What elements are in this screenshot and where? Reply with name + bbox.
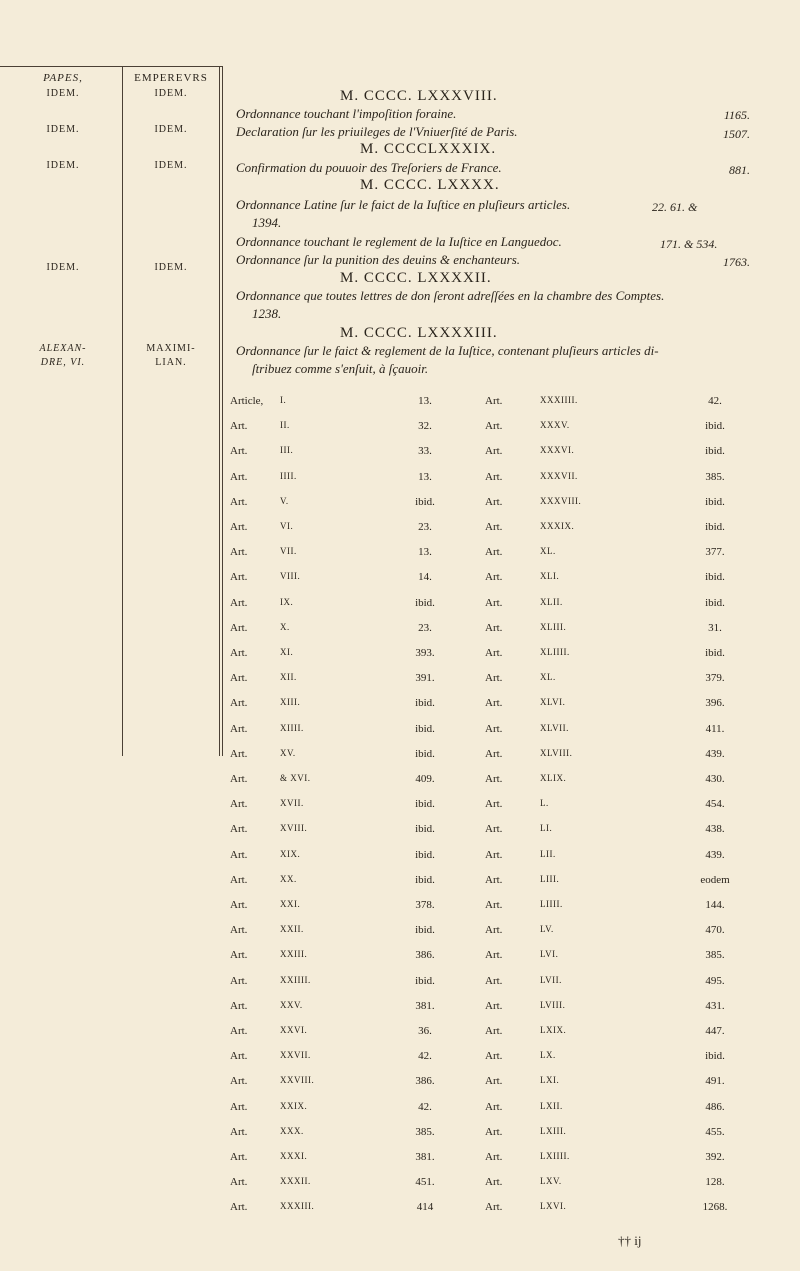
- table-cell: 414: [416, 1201, 434, 1214]
- table-cell: 13.: [418, 470, 432, 483]
- table-cell: ibid.: [415, 722, 435, 735]
- emperor-entry: MAXIMI-: [146, 343, 196, 354]
- table-row: [230, 798, 750, 817]
- table-cell: Art.: [485, 546, 503, 559]
- table-cell: I.: [280, 395, 287, 405]
- table-cell: ibid.: [415, 873, 435, 886]
- table-cell: LXIX.: [540, 1025, 567, 1035]
- table-cell: 13.: [418, 395, 432, 407]
- table-cell: Art.: [230, 495, 248, 508]
- table-cell: II.: [280, 420, 290, 431]
- table-cell: LXI.: [540, 1075, 560, 1086]
- table-cell: Art.: [485, 798, 503, 811]
- table-cell: eodem: [700, 873, 730, 886]
- table-row: [230, 471, 750, 490]
- table-cell: Art.: [485, 571, 503, 584]
- ordinance-entry: Ordonnance ſur la punition des deuins & enchanteurs.: [236, 252, 521, 267]
- table-cell: LI.: [540, 823, 553, 834]
- table-cell: 470.: [705, 924, 725, 937]
- table-cell: XLVII.: [540, 722, 569, 733]
- table-row: [230, 849, 750, 868]
- table-cell: ibid.: [705, 521, 725, 533]
- table-cell: 430.: [705, 773, 725, 785]
- signature-mark: †† ij: [618, 1233, 642, 1248]
- table-cell: Art.: [230, 546, 248, 559]
- table-cell: LVII.: [540, 974, 562, 985]
- emperor-entry: IDEM.: [154, 160, 188, 171]
- table-cell: XXVIII.: [280, 1075, 315, 1086]
- table-cell: 385.: [705, 470, 725, 483]
- table-cell: Art.: [485, 722, 503, 735]
- table-cell: Art.: [230, 1176, 248, 1189]
- table-cell: 13.: [418, 546, 432, 559]
- table-cell: 391.: [415, 672, 435, 685]
- table-cell: XXXII.: [280, 1176, 311, 1187]
- table-cell: 486.: [705, 1100, 725, 1113]
- table-cell: 23.: [418, 521, 432, 533]
- table-cell: 393.: [415, 647, 435, 659]
- table-cell: 381.: [415, 999, 435, 1012]
- table-cell: Art.: [485, 924, 503, 937]
- table-cell: Art.: [230, 798, 248, 811]
- table-row: [230, 1151, 750, 1170]
- table-cell: Art.: [485, 1125, 503, 1138]
- table-cell: Art.: [230, 1025, 248, 1037]
- table-row: [230, 1000, 750, 1019]
- page-reference: 22. 61. &: [652, 200, 698, 214]
- table-row: [230, 1050, 750, 1069]
- table-row: [230, 445, 750, 464]
- table-cell: 495.: [705, 974, 725, 987]
- table-cell: VII.: [280, 546, 297, 557]
- table-cell: Art.: [230, 1201, 248, 1214]
- emperors-header: EMPEREVRS: [134, 72, 208, 84]
- table-cell: Art.: [230, 899, 248, 911]
- table-cell: XXXIIII.: [540, 395, 578, 405]
- table-cell: Art.: [485, 1075, 503, 1088]
- ordinance-entry: Declaration ſur les priuileges de l'Vniuerſité de Paris.: [236, 124, 518, 139]
- table-cell: 411.: [705, 722, 725, 735]
- table-cell: Art.: [230, 420, 248, 433]
- table-cell: LIII.: [540, 873, 560, 884]
- table-row: [230, 899, 750, 918]
- table-cell: Art.: [230, 1125, 248, 1138]
- table-row: [230, 521, 750, 540]
- table-cell: XXXIII.: [280, 1201, 315, 1212]
- table-row: [230, 874, 750, 893]
- table-cell: 447.: [705, 1025, 725, 1037]
- table-cell: 491.: [705, 1075, 725, 1088]
- table-cell: X.: [280, 621, 290, 632]
- page-reference: 1763.: [723, 255, 750, 269]
- year-heading: M. CCCC. LXXXXIII.: [340, 325, 498, 341]
- table-cell: 32.: [418, 420, 432, 433]
- table-cell: LXIIII.: [540, 1151, 570, 1161]
- table-cell: 385.: [415, 1125, 435, 1138]
- table-cell: Art.: [230, 848, 248, 861]
- column-rule-middle: [219, 66, 220, 756]
- table-cell: XLIIII.: [540, 647, 570, 657]
- pope-entry: IDEM.: [46, 262, 80, 273]
- table-cell: XII.: [280, 672, 297, 683]
- table-cell: Art.: [485, 949, 503, 962]
- table-row: [230, 1126, 750, 1145]
- table-cell: XLVI.: [540, 697, 566, 708]
- table-cell: Art.: [230, 1050, 248, 1063]
- table-cell: Art.: [230, 949, 248, 962]
- table-row: [230, 697, 750, 716]
- table-cell: XXIX.: [280, 1100, 308, 1111]
- table-row: [230, 622, 750, 641]
- table-cell: ibid.: [415, 974, 435, 987]
- table-cell: ibid.: [415, 798, 435, 811]
- table-cell: ibid.: [415, 924, 435, 937]
- table-cell: 392.: [705, 1151, 725, 1163]
- table-row: [230, 823, 750, 842]
- table-cell: Art.: [485, 747, 503, 760]
- table-cell: 36.: [418, 1025, 432, 1037]
- table-row: [230, 546, 750, 565]
- table-row: [230, 949, 750, 968]
- year-heading: M. CCCC. LXXXXII.: [340, 270, 492, 286]
- table-cell: Art.: [485, 621, 503, 634]
- table-cell: Art.: [485, 1201, 503, 1214]
- table-cell: XXXI.: [280, 1151, 308, 1161]
- pope-entry: IDEM.: [46, 124, 80, 135]
- table-cell: 42.: [418, 1100, 432, 1113]
- table-cell: 377.: [705, 546, 725, 559]
- table-cell: XLI.: [540, 571, 560, 582]
- table-row: [230, 773, 750, 792]
- table-cell: Art.: [230, 445, 248, 458]
- table-cell: Art.: [230, 596, 248, 609]
- table-cell: 439.: [705, 747, 725, 760]
- emperor-entry: IDEM.: [154, 124, 188, 135]
- table-cell: III.: [280, 445, 294, 456]
- table-row: [230, 975, 750, 994]
- table-cell: XXXIX.: [540, 521, 575, 531]
- table-cell: Art.: [485, 1050, 503, 1063]
- table-row: [230, 1025, 750, 1044]
- pope-entry: IDEM.: [46, 160, 80, 171]
- table-cell: XXI.: [280, 899, 301, 909]
- page-reference: 171. & 534.: [660, 237, 718, 251]
- table-cell: Art.: [230, 1075, 248, 1088]
- table-cell: ibid.: [705, 445, 725, 458]
- table-cell: 396.: [705, 697, 725, 710]
- table-cell: Art.: [230, 999, 248, 1012]
- table-cell: 438.: [705, 823, 725, 836]
- table-cell: LXV.: [540, 1176, 562, 1187]
- table-cell: ibid.: [415, 596, 435, 609]
- table-cell: L.: [540, 798, 549, 809]
- table-row: [230, 1201, 750, 1220]
- table-cell: XXVI.: [280, 1025, 308, 1035]
- table-cell: Art.: [230, 697, 248, 710]
- table-cell: 439.: [705, 848, 725, 861]
- table-cell: Art.: [485, 521, 503, 533]
- table-cell: Art.: [485, 395, 503, 407]
- table-cell: Art.: [230, 974, 248, 987]
- table-cell: ibid.: [705, 495, 725, 508]
- table-cell: ibid.: [705, 420, 725, 433]
- table-cell: Art.: [485, 495, 503, 508]
- emperor-entry: LIAN.: [155, 357, 187, 368]
- table-cell: XIX.: [280, 848, 301, 859]
- table-cell: 42.: [418, 1050, 432, 1063]
- table-cell: 451.: [415, 1176, 435, 1189]
- table-cell: Art.: [485, 445, 503, 458]
- table-cell: 386.: [415, 1075, 435, 1088]
- table-cell: LII.: [540, 848, 556, 859]
- ordinance-entry: Ordonnance ſur le faict & reglement de la Iuſtice, contenant pluſieurs articles di-: [236, 343, 659, 358]
- table-cell: Art.: [485, 420, 503, 433]
- table-cell: Art.: [485, 1176, 503, 1189]
- table-cell: 386.: [415, 949, 435, 962]
- table-cell: XXII.: [280, 924, 304, 935]
- pope-entry: ALEXAN-: [39, 343, 87, 354]
- table-cell: XV.: [280, 747, 296, 758]
- table-cell: XIIII.: [280, 722, 304, 733]
- table-cell: Art.: [485, 1151, 503, 1163]
- table-cell: 409.: [415, 773, 435, 785]
- table-cell: ibid.: [705, 647, 725, 659]
- ordinance-entry: 1238.: [252, 306, 282, 321]
- pope-entry: DRE, VI.: [40, 357, 86, 368]
- table-cell: 42.: [708, 395, 722, 407]
- table-cell: Art.: [230, 521, 248, 533]
- emperor-entry: IDEM.: [154, 262, 188, 273]
- table-cell: Art.: [485, 974, 503, 987]
- table-cell: XXX.: [280, 1125, 304, 1136]
- table-cell: LIIII.: [540, 899, 563, 909]
- table-cell: 431.: [705, 999, 725, 1012]
- table-cell: LVIII.: [540, 999, 566, 1010]
- table-cell: Art.: [485, 999, 503, 1012]
- table-cell: ibid.: [705, 1050, 725, 1063]
- table-row: [230, 1075, 750, 1094]
- table-cell: XVII.: [280, 798, 304, 809]
- table-cell: Art.: [230, 571, 248, 584]
- table-cell: Art.: [230, 647, 248, 659]
- table-cell: LXII.: [540, 1100, 563, 1111]
- table-cell: Art.: [230, 1151, 248, 1163]
- page-reference: 881.: [729, 163, 750, 177]
- table-cell: XXV.: [280, 999, 303, 1010]
- table-cell: ibid.: [415, 823, 435, 836]
- ordinance-entry: Ordonnance Latine ſur le faict de la Iuſtice en pluſieurs articles.: [236, 197, 571, 212]
- table-cell: Art.: [230, 924, 248, 937]
- table-row: [230, 597, 750, 616]
- table-cell: XXXV.: [540, 420, 570, 431]
- table-cell: XLIX.: [540, 773, 567, 783]
- table-row: [230, 1176, 750, 1195]
- table-cell: Article,: [230, 395, 264, 407]
- table-cell: IX.: [280, 596, 294, 607]
- table-cell: Art.: [230, 773, 248, 785]
- table-cell: VIII.: [280, 571, 301, 582]
- table-cell: 33.: [418, 445, 432, 458]
- table-cell: 14.: [418, 571, 432, 584]
- table-cell: Art.: [230, 873, 248, 886]
- table-cell: 31.: [708, 621, 722, 634]
- year-heading: M. CCCCLXXXIX.: [360, 141, 497, 157]
- year-heading: M. CCCC. LXXXX.: [360, 177, 500, 193]
- table-row: [230, 924, 750, 943]
- table-cell: XXXVII.: [540, 470, 578, 481]
- year-heading: M. CCCC. LXXXVIII.: [340, 88, 498, 104]
- table-row: [230, 571, 750, 590]
- table-cell: 128.: [705, 1176, 725, 1189]
- table-cell: Art.: [485, 823, 503, 836]
- table-row: [230, 1101, 750, 1120]
- table-cell: XXIII.: [280, 949, 308, 960]
- table-cell: Art.: [485, 1025, 503, 1037]
- table-cell: Art.: [230, 621, 248, 634]
- table-cell: Art.: [230, 1100, 248, 1113]
- table-cell: XX.: [280, 873, 297, 884]
- ordinance-entry: Ordonnance touchant le reglement de la Iuſtice en Languedoc.: [236, 234, 562, 249]
- table-cell: Art.: [485, 596, 503, 609]
- table-cell: 144.: [705, 899, 725, 911]
- table-cell: 381.: [415, 1151, 435, 1163]
- table-cell: Art.: [230, 470, 248, 483]
- table-cell: Art.: [485, 647, 503, 659]
- table-cell: Art.: [485, 773, 503, 785]
- table-cell: 1268.: [702, 1201, 728, 1214]
- column-rule-left: [122, 66, 123, 756]
- table-cell: Art.: [485, 848, 503, 861]
- table-cell: ibid.: [705, 596, 725, 609]
- table-row: [230, 647, 750, 666]
- emperor-entry: IDEM.: [154, 88, 188, 99]
- table-cell: XL.: [540, 672, 556, 683]
- table-cell: Art.: [230, 722, 248, 735]
- popes-header: PAPES,: [43, 72, 83, 84]
- table-cell: XXVII.: [280, 1050, 311, 1061]
- table-cell: IIII.: [280, 470, 297, 481]
- table-cell: XXIIII.: [280, 974, 311, 985]
- table-cell: Art.: [485, 873, 503, 886]
- table-cell: 385.: [705, 949, 725, 962]
- table-cell: 379.: [705, 672, 725, 685]
- header-rule: [0, 66, 222, 67]
- ordinance-entry: 1394.: [252, 215, 282, 230]
- table-cell: XXXVIII.: [540, 495, 582, 506]
- page-reference: 1165.: [723, 108, 750, 122]
- table-row: [230, 496, 750, 515]
- page-reference: 1507.: [723, 127, 750, 141]
- table-cell: XLVIII.: [540, 747, 573, 758]
- table-cell: ibid.: [705, 571, 725, 584]
- ordinance-entry: Ordonnance touchant l'impoſition foraine.: [236, 106, 457, 121]
- table-cell: ibid.: [415, 747, 435, 760]
- ordinance-entry: ſtribuez comme s'enſuit, à ſçauoir.: [252, 361, 429, 376]
- table-cell: 454.: [705, 798, 725, 811]
- table-cell: XLIII.: [540, 621, 567, 632]
- table-row: [230, 723, 750, 742]
- column-rule-middle-double: [222, 66, 223, 756]
- table-cell: LXIII.: [540, 1125, 567, 1136]
- table-cell: XL.: [540, 546, 556, 557]
- table-cell: Art.: [230, 747, 248, 760]
- table-cell: Art.: [485, 470, 503, 483]
- pope-entry: IDEM.: [46, 88, 80, 99]
- table-cell: LX.: [540, 1050, 556, 1061]
- ordinance-entry: Ordonnance que toutes lettres de don ſeront adreſſées en la chambre des Comptes.: [236, 288, 665, 303]
- table-cell: LV.: [540, 924, 554, 935]
- table-cell: Art.: [485, 1100, 503, 1113]
- table-cell: XIII.: [280, 697, 301, 708]
- table-row: [230, 420, 750, 439]
- ordinance-entry: Confirmation du pouuoir des Treſoriers de France.: [236, 160, 502, 175]
- table-cell: 23.: [418, 621, 432, 634]
- table-row: [230, 748, 750, 767]
- table-row: [230, 395, 750, 414]
- table-cell: ibid.: [415, 495, 435, 508]
- table-cell: Art.: [485, 697, 503, 710]
- table-cell: & XVI.: [280, 773, 311, 783]
- table-cell: VI.: [280, 521, 294, 531]
- table-row: [230, 672, 750, 691]
- table-cell: XI.: [280, 647, 294, 657]
- table-cell: XVIII.: [280, 823, 308, 834]
- table-cell: Art.: [230, 672, 248, 685]
- table-cell: 455.: [705, 1125, 725, 1138]
- table-cell: XXXVI.: [540, 445, 575, 456]
- table-cell: XLII.: [540, 596, 563, 607]
- table-cell: LXVI.: [540, 1201, 567, 1212]
- table-cell: V.: [280, 495, 289, 506]
- table-cell: LVI.: [540, 949, 559, 960]
- table-cell: ibid.: [415, 848, 435, 861]
- table-cell: 378.: [415, 899, 435, 911]
- table-cell: Art.: [230, 823, 248, 836]
- table-cell: Art.: [485, 672, 503, 685]
- table-cell: Art.: [485, 899, 503, 911]
- table-cell: ibid.: [415, 697, 435, 710]
